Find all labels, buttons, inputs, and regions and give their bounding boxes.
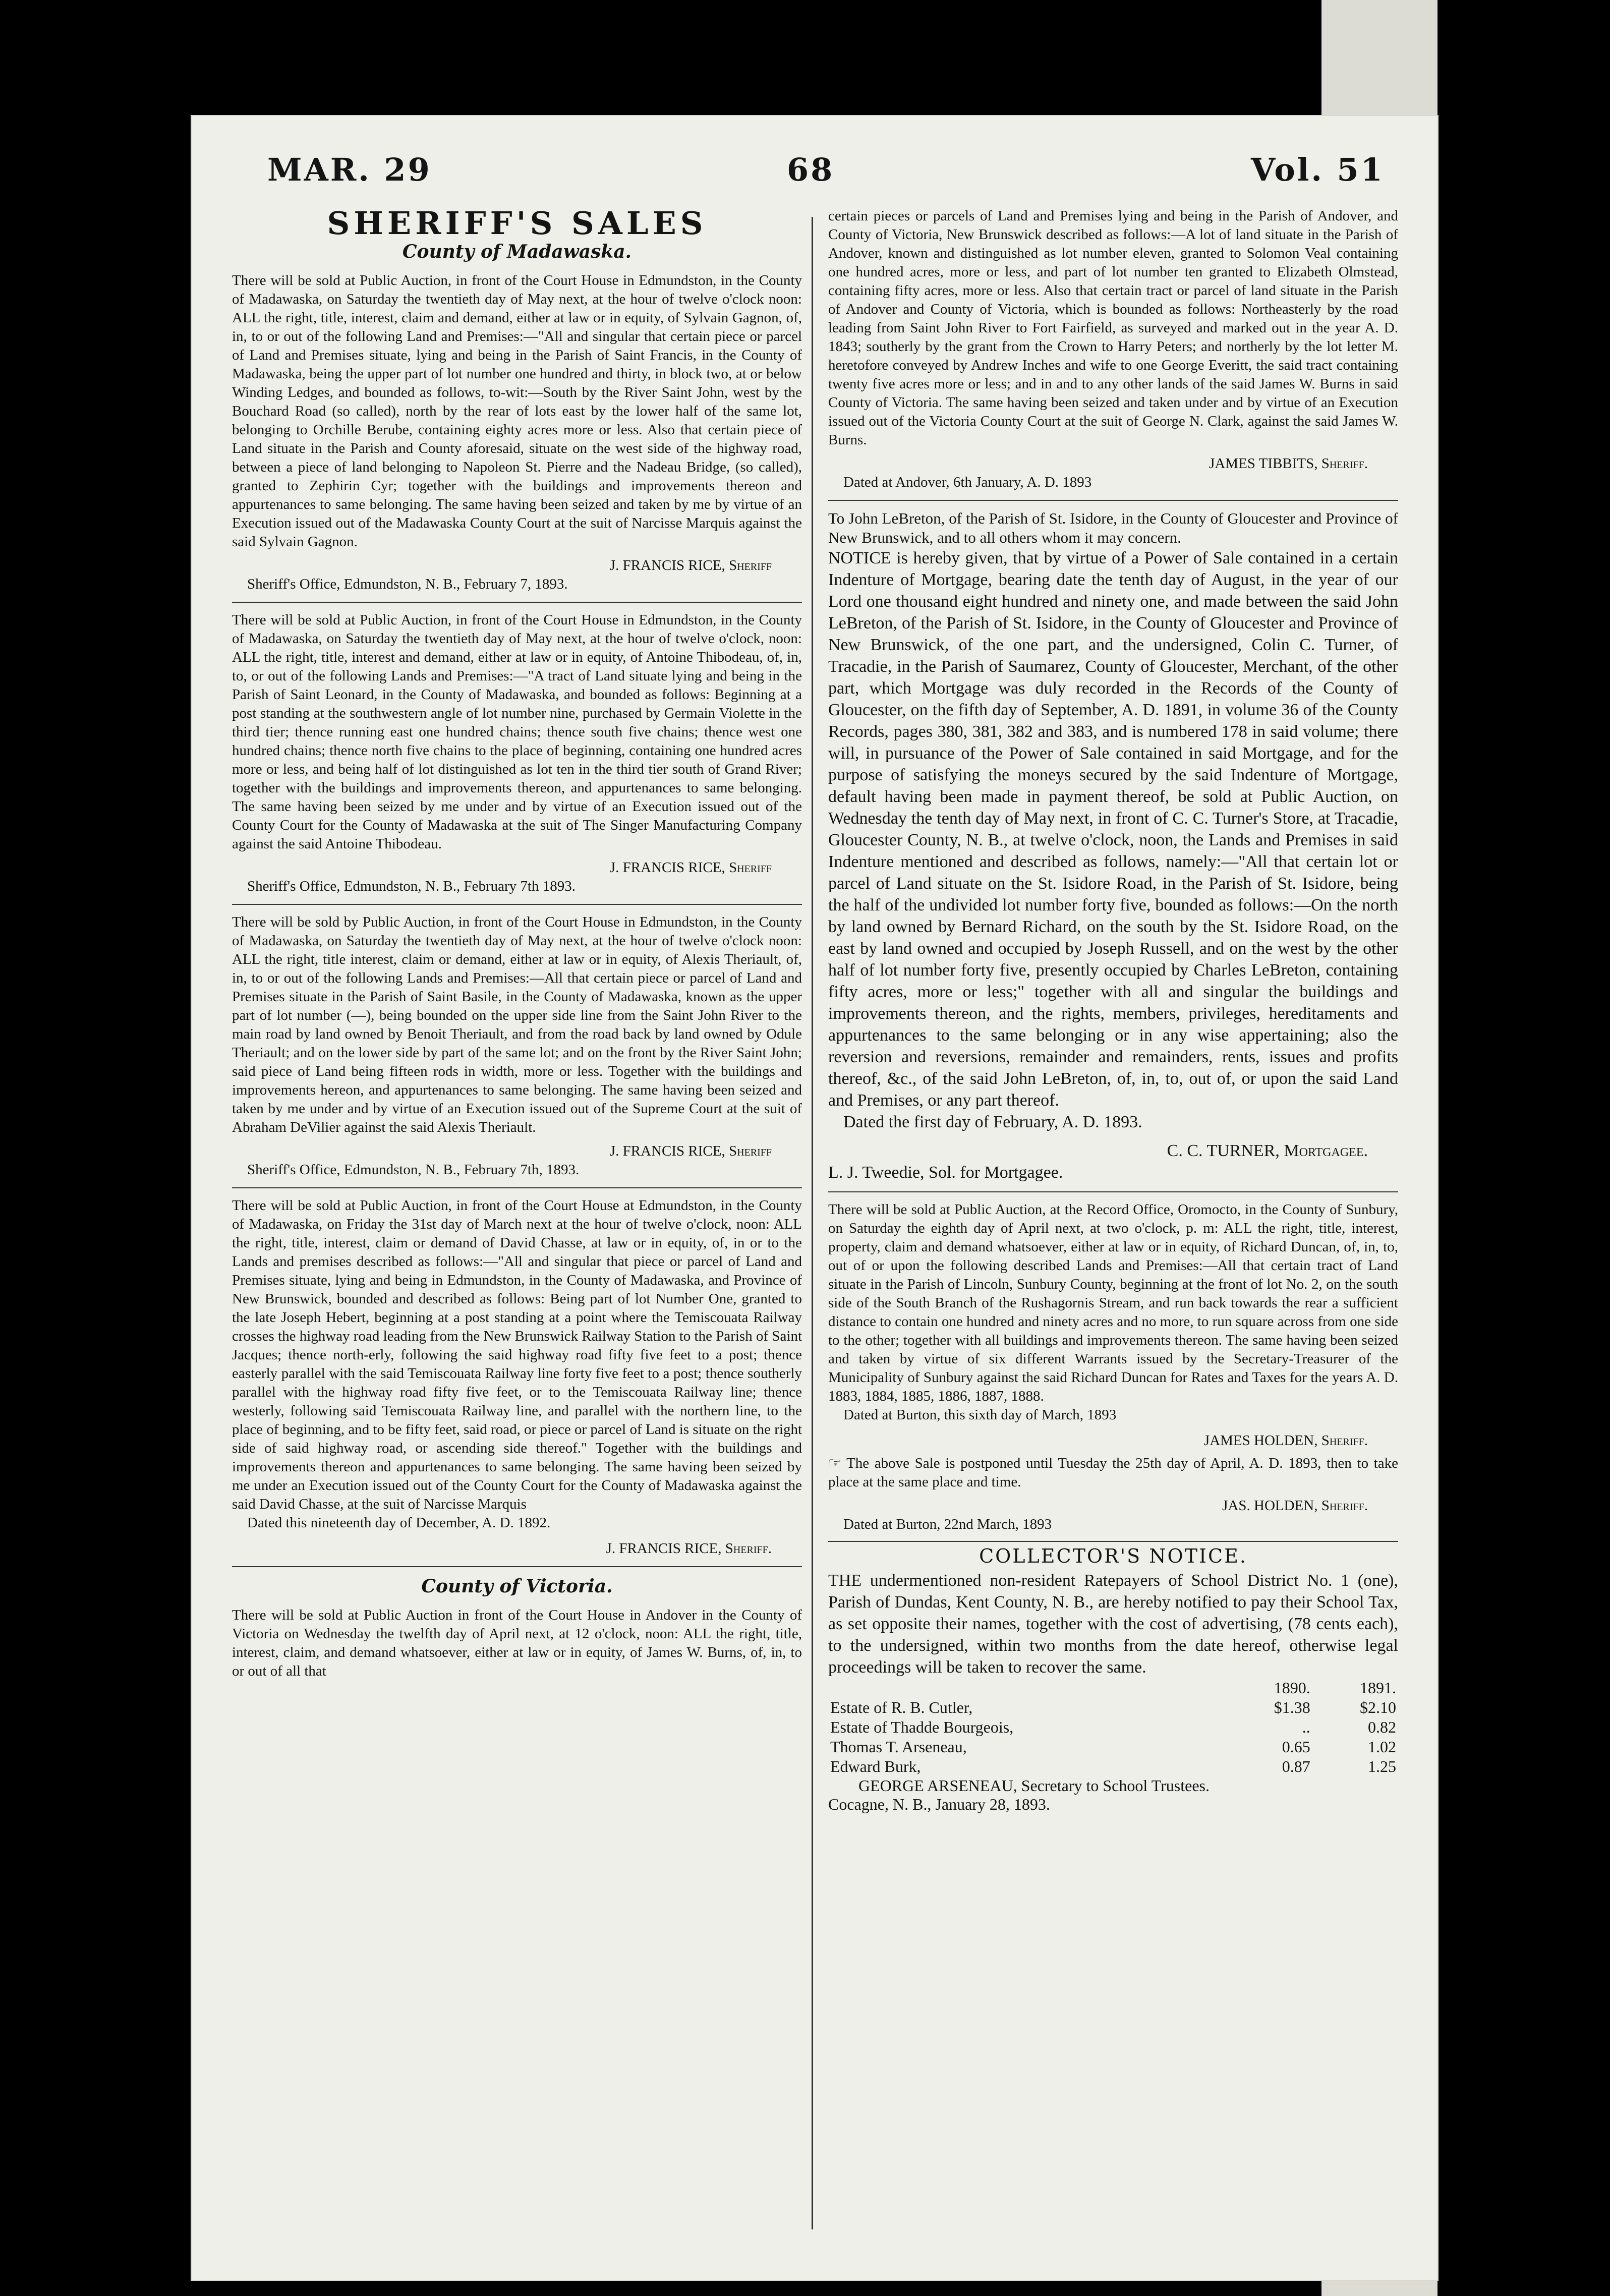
notice-dated: Sheriff's Office, Edmundston, N. B., February 7th 1893. (247, 878, 576, 894)
sheriff-notice (232, 611, 802, 896)
rate-1891: 0.82 (1368, 1718, 1396, 1736)
divider (232, 1566, 802, 1567)
rate-1890: $1.38 (1274, 1698, 1310, 1716)
notice-body: There will be sold at Public Auction, in front of the Court House at Edmundston, in the County of Madawaska, on Friday the 31st day of March next at the hour of twelve o'clock, noon: ALL the right, title, interest, claim or demand of David Chasse, at law or in equity, of, in or to the Lands and premises described as follows:—"All and singular that piece or parcel of Land and Premises situate, lying and being in Edmundston, in the County of Madawaska, and Province of New Brunswick, bounded and described as follows: Being part of lot Number One, granted to the late Joseph Hebert, beginning at a post standing at a point where the Temiscouata Railway crosses the highway road leading from the New Brunswick Railway Station to the Parish of Saint Jacques; thence north-erly, following the said highway road fifty five feet to a post; thence easterly parallel with the said Temiscouata Railway line forty five feet to a post; thence southerly parallel with the highway road fifty five feet, or to the Temiscouata Railway line; thence westerly, following said Temiscouata Railway line, and parallel with the northern line, to the place of beginning, and to be fifty feet, said road, or piece or parcel of Land is situate on the right side of said highway road, or ascending side thereof." Together with the buildings and improvements thereon and appurtenances to same belonging. The same having been seized by me under an Execution issued out of the County Court for the County of Madawaska against the said David Chasse, at the suit of Narcisse Marquis (232, 1197, 802, 1512)
column-divider (812, 217, 813, 2229)
rates-header-row (828, 1678, 1398, 1698)
table-row (828, 1698, 1398, 1717)
notice-dated: Sheriff's Office, Edmundston, N. B., February 7, 1893. (247, 576, 568, 592)
rate-1890: 0.87 (1282, 1757, 1310, 1775)
ratepayer-name: Thomas T. Arseneau, (830, 1738, 967, 1756)
table-row (828, 1737, 1398, 1757)
ratepayer-name: Estate of R. B. Cutler, (830, 1698, 973, 1716)
collector-title: COLLECTOR'S NOTICE. (979, 1545, 1247, 1567)
notice-body: certain pieces or parcels of Land and Premises lying and being in the Parish of Andover, and County of Victoria, New Brunswick described as follows:—A lot of land situate in the Parish of Andover, known and distinguished as lot number eleven, granted to Solomon Veal containing one hundred acres, more or less, and part of lot number ten granted to Elizabeth Olmstead, containing fifty acres, more or less. Also that certain tract or parcel of land situate in the Parish of Andover and County of Victoria, which is bounded as follows: Northeasterly by the road leading from Saint John River to Fort Fairfield, as surveyed and marked out in the year A. D. 1843; southerly by the grant from the Crown to Harry Peters; and northerly by the lot letter M. heretofore conveyed by Andrew Inches and wife to one George Everitt, the said tract containing twenty five acres more or less; and in and to any other lands of the said James W. Burns in said County of Victoria. The same having been seized and taken under and by virtue of an Execution issued out of the Victoria County Court at the suit of George N. Clark, against the said James W. Burns. (828, 208, 1398, 448)
table-row (828, 1717, 1398, 1737)
divider (232, 1187, 802, 1188)
postponed-notice: ☞ The above Sale is postponed until Tuesday the 25th day of April, A. D. 1893, then to take place at the same place and time. (828, 1455, 1398, 1490)
mortgage-address: To John LeBreton, of the Parish of St. Isidore, in the County of Gloucester and Province of New Brunswick, and to all others whom it may concern. (828, 509, 1398, 546)
sheriff-notice (232, 913, 802, 1179)
ratepayer-name: Estate of Thadde Bourgeois, (830, 1718, 1014, 1736)
notice-body: There will be sold at Public Auction in front of the Court House in Andover in the County of Victoria on Wednesday the twelfth day of April next, at 12 o'clock, noon: ALL the right, title, interest, claim, and demand whatsoever, either at law or in equity, of James W. Burns, of, in, to or out of all that (232, 1607, 802, 1679)
notice-body: There will be sold at Public Auction, in front of the Court House in Edmundston, in the County of Madawaska, on Saturday the twentieth day of May next, at the hour of twelve o'clock noon: ALL the right, title, interest, claim and demand, either at law or in equity, of Sylvain Gagnon, of, in, to or out of the following Land and Premises:—"All and singular that certain piece or parcel of Land and Premises situate, lying and being in the Parish of Saint Francis, in the County of Madawaska, being the upper part of lot number one hundred and thirty, in block two, at or below Winding Ledges, and bounded as follows, to-wit:—South by the River Saint John, west by the Bouchard Road (so called), north by the rear of lots east by the lower half of the same lot, belonging to Orchille Berube, containing eighty acres more or less. Also that certain piece of Land situate in the Parish and County aforesaid, situate on the west side of the highway road, between a piece of land belonging to Napoleon St. Pierre and the Nadeau Bridge, (so called), granted to Zephirin Cyr; together with the buildings and improvements thereon and appurtenances to same belonging. The same having been seized and taken by me by virtue of an Execution issued out of the Madawaska County Court at the suit of Narcisse Marquis against the said Sylvain Gagnon. (232, 272, 802, 550)
sheriff-notice (232, 1196, 802, 1558)
section-title: SHERIFF'S SALES (327, 205, 707, 242)
notice-body: There will be sold at Public Auction, at the Record Office, Oromocto, in the County of Sunbury, on Saturday the eighth day of April next, at two o'clock, p. m: ALL the right, title, interest, property, claim and demand whatsoever, either at law or in equity, of Richard Duncan, of, in, to, out of or upon the following described Lands and Premises:—All that certain tract of Land situate in the Parish of Lincoln, Sunbury County, beginning at the front of lot No. 2, on the south side of the South Branch of the Rushagornis Stream, and run back towards the rear a sufficient distance to contain one hundred and ninety acres and no more, to run square across from one side to the other; together with all buildings and improvements thereon. The same having been seized and taken by virtue of six different Warrants issued by the Secretary-Treasurer of the Municipality of Sunbury against the said Richard Duncan for Rates and Taxes for the years A. D. 1883, 1884, 1885, 1886, 1887, 1888. (828, 1201, 1398, 1404)
notice-body: There will be sold at Public Auction, in front of the Court House in Edmundston, in the County of Madawaska, on Saturday the twentieth day of May next, at the hour of twelve o'clock, noon: ALL the right, title, interest and demand, either at law or in equity, of Antoine Thibodeau, of, in, to, or out of the following Lands and Premises:—"A tract of Land situate lying and being in the Parish of Saint Leonard, in the County of Madawaska, and bounded as follows: Beginning at a post standing at the southwestern angle of lot number nine, purchased by Germain Violette in the third tier; thence running east one hundred chains; thence south five chains; thence west one hundred chains; thence north five chains to the place of beginning, containing one hundred acres more or less, and being half of lot distinguished as lot ten in the third tier south of Grand River; together with the buildings and improvements thereon, and appurtenances to same belonging. The same having been seized by me under and by virtue of an Execution issued out of the County Court for the County of Madawaska at the suit of The Singer Manufacturing Company against the said Antoine Thibodeau. (232, 612, 802, 852)
left-column (232, 205, 802, 1681)
notice-signature: J. FRANCIS RICE, Sheriff (609, 557, 772, 573)
rates-header: 1890. (1274, 1679, 1310, 1697)
notice-dated: Cocagne, N. B., January 28, 1893. (828, 1795, 1050, 1813)
divider (828, 1191, 1398, 1192)
notice-body: There will be sold by Public Auction, in front of the Court House in Edmundston, in the County of Madawaska, on Saturday the twentieth day of May next, at the hour of twelve o'clock noon: ALL the right, title interest, claim or demand, either at law or in equity, of Alexis Theriault, of, in, to or out of the following Lands and Premises:—All that certain piece or parcel of Land and Premises situate in the Parish of Saint Basile, in the County of Madawaska, known as the upper part of lot number (—), being bounded on the upper side line from the Saint John River to the main road by land owned by Benoit Theriault, and from the road back by land owned by Odule Theriault; and on the lower side by part of the same lot; and on the front by the River Saint John; said piece of Land being fifteen rods in width, more or less. Together with the buildings and improvements hereon, and appurtenances to same belonging. The same having been seized and taken by me under and by virtue of an Execution issued out of the Supreme Court at the suit of Abraham DeVilier against the said Alexis Theriault. (232, 914, 802, 1135)
scan-border (1438, 0, 1610, 2296)
rate-1891: 1.02 (1368, 1738, 1396, 1756)
notice-dated: Dated at Burton, this sixth day of March, 1893 (843, 1407, 1117, 1423)
divider (828, 500, 1398, 501)
header-date: MAR. 29 (267, 151, 432, 188)
county-heading: County of Madawaska. (402, 241, 632, 262)
notice-signature: J. FRANCIS RICE, Sheriff. (606, 1540, 772, 1557)
rate-1890: .. (1302, 1718, 1310, 1736)
notice-signature: JAMES HOLDEN, Sheriff. (1203, 1432, 1368, 1449)
right-column (828, 207, 1398, 1814)
notice-signature: C. C. TURNER, Mortgagee. (1167, 1141, 1368, 1160)
notice-signature: J. FRANCIS RICE, Sheriff (609, 1143, 772, 1159)
divider (232, 602, 802, 603)
rates-header: 1891. (1360, 1679, 1396, 1697)
sheriff-notice (232, 271, 802, 594)
notice-dated: Dated the first day of February, A. D. 1893. (843, 1113, 1142, 1131)
rate-1891: $2.10 (1360, 1698, 1396, 1716)
header-volume: Vol. 51 (1251, 151, 1385, 188)
header-page-number: 68 (787, 151, 835, 188)
rates-table (828, 1678, 1398, 1776)
divider (828, 1541, 1398, 1542)
collector-signature: GEORGE ARSENEAU, Secretary to School Trustees. (858, 1776, 1210, 1795)
mortgage-notice (828, 509, 1398, 1183)
notice-dated: Dated at Andover, 6th January, A. D. 1893 (843, 474, 1092, 490)
notice-signature: JAMES TIBBITS, Sheriff. (1209, 455, 1368, 472)
notice-dated: Sheriff's Office, Edmundston, N. B., February 7th, 1893. (247, 1162, 580, 1178)
notice-dated: Dated this nineteenth day of December, A. D. 1892. (247, 1515, 551, 1531)
rate-1890: 0.65 (1282, 1738, 1310, 1756)
table-row (828, 1757, 1398, 1776)
ratepayer-name: Edward Burk, (830, 1757, 921, 1775)
rates-header (828, 1678, 1227, 1698)
collector-body: THE undermentioned non-resident Ratepayers of School District No. 1 (one), Parish of Dundas, Kent County, N. B., are hereby notified to pay their School Tax, as set opposite their names, together with the cost of advertising, (78 cents each), to the undersigned, within two months from the date hereof, otherwise legal proceedings will be taken to recover the same. (828, 1571, 1398, 1677)
gazette-page (192, 116, 1438, 2280)
notice-signature: J. FRANCIS RICE, Sheriff (609, 859, 772, 876)
mortgage-body: NOTICE is hereby given, that by virtue of a Power of Sale contained in a certain Indenture of Mortgage, bearing date the tenth day of August, in the year of our Lord one thousand eight hundred and ninety one, and made between the said John LeBreton, of the Parish of St. Isidore, in the County of Gloucester and Province of New Brunswick, of the one part, and the undersigned, Colin C. Turner, of Tracadie, in the Parish of Saumarez, County of Gloucester, Merchant, of the other part, which Mortgage was duly recorded in the Records of the County of Gloucester, on the fifth day of September, A. D. 1891, in volume 36 of the County Records, pages 380, 381, 382 and 383, and is numbered 178 in said volume; there will, in pursuance of the Power of Sale contained in said Mortgage, and for the purpose of satisfying the moneys secured by the said Indenture of Mortgage, default having been made in payment thereof, be sold at Public Auction, on Wednesday the tenth day of May next, in front of C. C. Turner's Store, at Tracadie, Gloucester County, N. B., at twelve o'clock, noon, the Lands and Premises in said Indenture mentioned and described as follows, namely:—"All that certain lot or parcel of Land situate on the St. Isidore Road, in the Parish of St. Isidore, being the half of the undivided lot number forty five, bounded as follows:—On the north by land owned by Bernard Richard, on the south by the St. Isidore Road, on the east by land owned and occupied by Joseph Russell, and on the west by the other half of lot number forty five, presently occupied by Charles LeBreton, containing fifty acres, more or less;" together with all and singular the buildings and improvements thereon, and the rights, members, privileges, hereditaments and appurtenances to the same belonging or in any wise appertaining; also the reversion and reversions, remainder and remainders, rents, issues and profits thereof, &c., of the said John LeBreton, of, in, to, out of, or upon the said Land and Premises, or any part thereof. (828, 549, 1398, 1110)
rate-1891: 1.25 (1368, 1757, 1396, 1775)
collector-notice (828, 1570, 1398, 1678)
solicitor-line: L. J. Tweedie, Sol. for Mortgagee. (828, 1163, 1063, 1182)
notice-signature: JAS. HOLDEN, Sheriff. (1222, 1498, 1368, 1514)
divider (232, 904, 802, 905)
county-heading: County of Victoria. (421, 1576, 613, 1597)
notice-dated: Dated at Burton, 22nd March, 1893 (843, 1516, 1052, 1532)
